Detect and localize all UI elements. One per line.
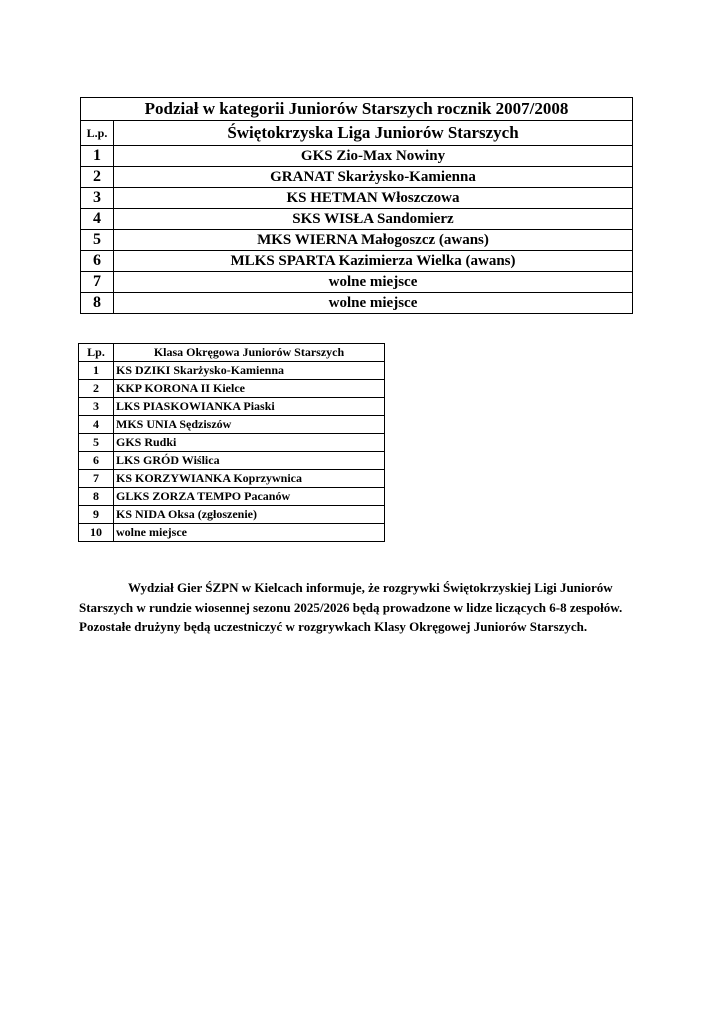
row-number: 7 <box>79 470 114 488</box>
table-row <box>81 251 633 272</box>
team-name: GLKS ZORZA TEMPO Pacanów <box>114 488 385 506</box>
row-number: 3 <box>81 188 114 209</box>
team-name: GKS Rudki <box>114 434 385 452</box>
table-row <box>79 434 385 452</box>
row-number: 2 <box>81 167 114 188</box>
row-number: 4 <box>79 416 114 434</box>
table-row <box>79 488 385 506</box>
team-name: MKS UNIA Sędziszów <box>114 416 385 434</box>
table-row <box>79 380 385 398</box>
table-row <box>81 188 633 209</box>
table-row <box>81 209 633 230</box>
team-name: LKS PIASKOWIANKA Piaski <box>114 398 385 416</box>
table-row <box>79 416 385 434</box>
row-number: 3 <box>79 398 114 416</box>
table-row <box>79 524 385 542</box>
lp-header: Lp. <box>79 344 114 362</box>
row-number: 10 <box>79 524 114 542</box>
table-header-row <box>81 121 633 146</box>
row-number: 2 <box>79 380 114 398</box>
team-name: SKS WISŁA Sandomierz <box>114 209 633 230</box>
team-name: LKS GRÓD Wiślica <box>114 452 385 470</box>
row-number: 4 <box>81 209 114 230</box>
team-name: wolne miejsce <box>114 272 633 293</box>
table-row <box>79 398 385 416</box>
notice-paragraph: Wydział Gier ŚZPN w Kielcach informuje, że rozgrywki Świętokrzyskiej Ligi Juniorów Starszych w rundzie wiosennej sezonu 2025/2026 będą prowadzone w lidze liczących 6-8 zespołów. Pozostałe drużyny będą uczestniczyć w rozgrywkach Klasy Okręgowej Juniorów Starszych. <box>79 580 623 634</box>
team-name: KKP KORONA II Kielce <box>114 380 385 398</box>
team-name: GRANAT Skarżysko-Kamienna <box>114 167 633 188</box>
table-row <box>79 470 385 488</box>
table-row <box>81 272 633 293</box>
row-number: 5 <box>81 230 114 251</box>
table-row <box>79 506 385 524</box>
table-row <box>79 362 385 380</box>
team-name: GKS Zio-Max Nowiny <box>114 146 633 167</box>
team-name: MLKS SPARTA Kazimierza Wielka (awans) <box>114 251 633 272</box>
league-name: Świętokrzyska Liga Juniorów Starszych <box>114 121 633 146</box>
table-title-row <box>81 98 633 121</box>
team-name: KS NIDA Oksa (zgłoszenie) <box>114 506 385 524</box>
table-row <box>81 167 633 188</box>
senior-juniors-league-table <box>80 97 633 314</box>
team-name: KS HETMAN Włoszczowa <box>114 188 633 209</box>
lp-header: L.p. <box>81 121 114 146</box>
row-number: 8 <box>81 293 114 314</box>
team-name: MKS WIERNA Małogoszcz (awans) <box>114 230 633 251</box>
team-name: KS DZIKI Skarżysko-Kamienna <box>114 362 385 380</box>
table-title: Podział w kategorii Juniorów Starszych rocznik 2007/2008 <box>81 98 633 121</box>
team-name: wolne miejsce <box>114 524 385 542</box>
table-row <box>81 146 633 167</box>
league-name: Klasa Okręgowa Juniorów Starszych <box>114 344 385 362</box>
row-number: 1 <box>81 146 114 167</box>
row-number: 7 <box>81 272 114 293</box>
table-row <box>81 293 633 314</box>
row-number: 6 <box>79 452 114 470</box>
row-number: 6 <box>81 251 114 272</box>
row-number: 8 <box>79 488 114 506</box>
regional-class-table <box>78 343 385 542</box>
row-number: 5 <box>79 434 114 452</box>
team-name: KS KORZYWIANKA Koprzywnica <box>114 470 385 488</box>
table-header-row <box>79 344 385 362</box>
row-number: 1 <box>79 362 114 380</box>
table-row <box>81 230 633 251</box>
row-number: 9 <box>79 506 114 524</box>
team-name: wolne miejsce <box>114 293 633 314</box>
table-row <box>79 452 385 470</box>
